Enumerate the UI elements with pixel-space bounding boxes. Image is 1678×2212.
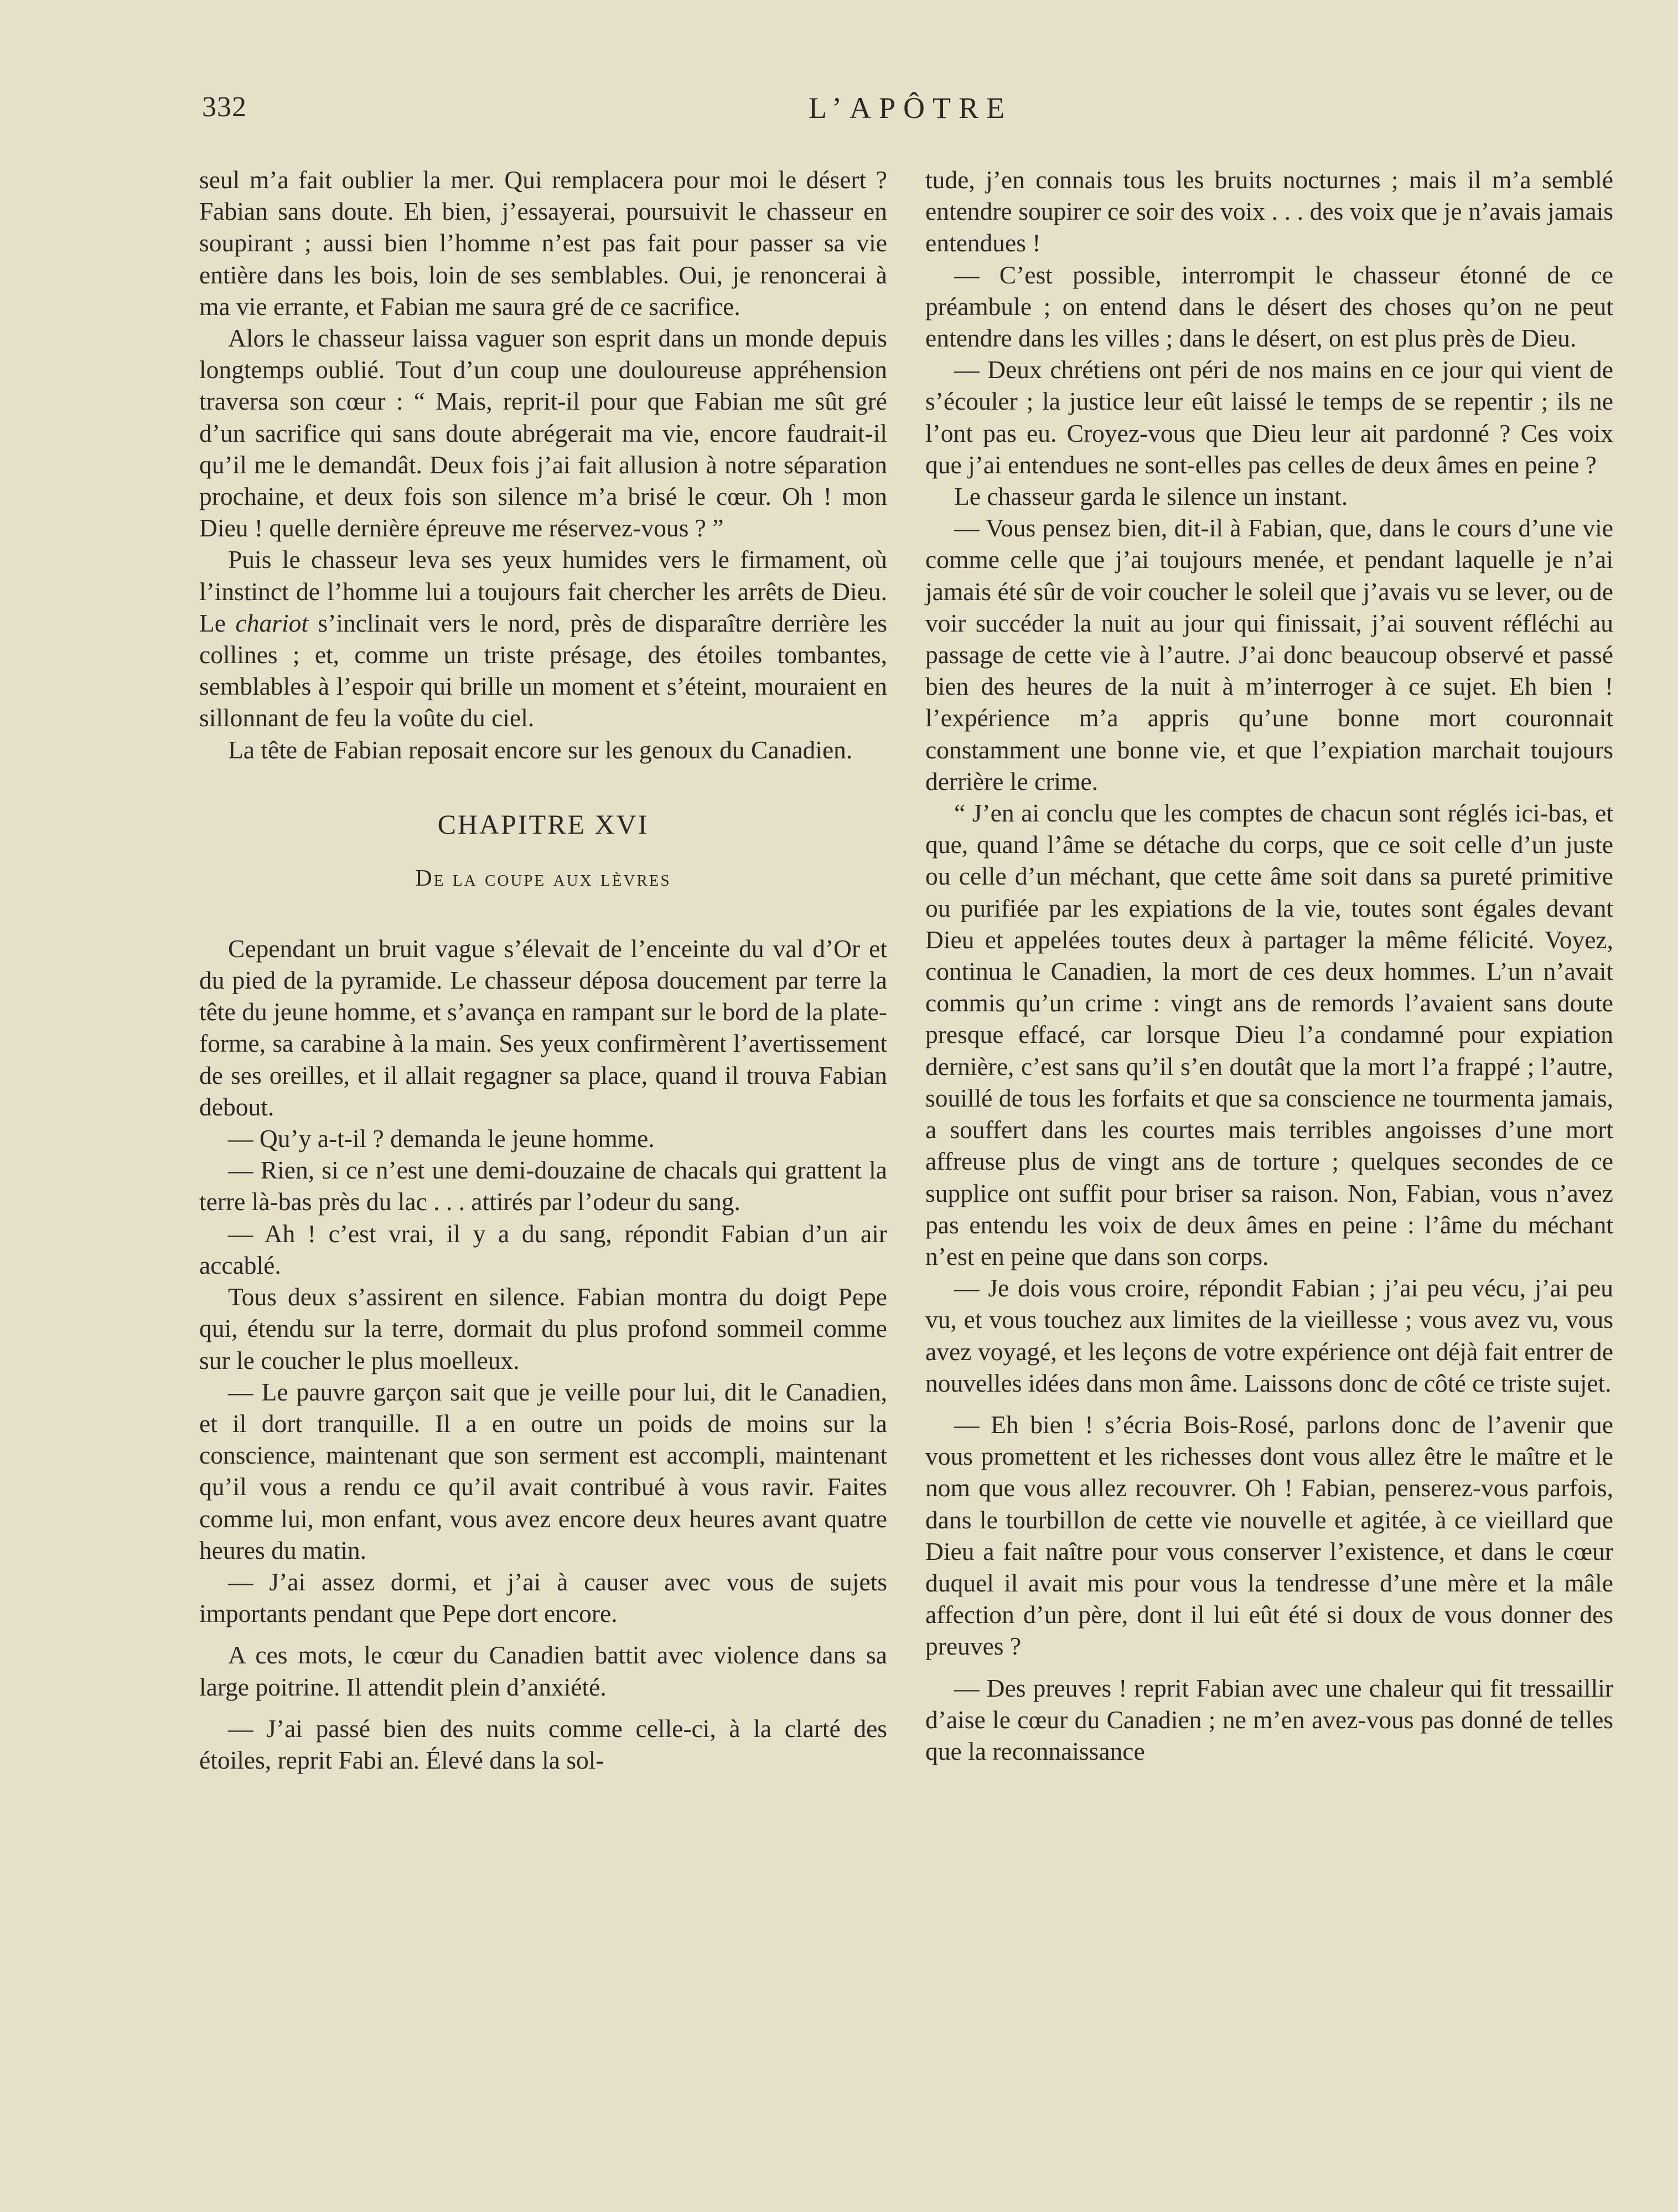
text-run: s’inclinait vers le nord, près de disparaître derrière les collines ; et, comme un triste présage, des étoiles tombantes, semblables à l’espoir qui brille un moment et s’éteint, mouraient en sillonnant de feu la voûte du ciel. [199, 608, 887, 732]
italic-word: chariot [235, 608, 308, 637]
paragraph: Cependant un bruit vague s’élevait de l’enceinte du val d’Or et du pied de la pyramide. Le chasseur déposa doucement par terre la tête du jeune homme, et s’avança en rampant sur le bord de la plate-forme, sa carabine à la main. Ses yeux confirmèrent l’avertissement de ses oreilles, et il allait regagner sa place, quand il trouva Fabian debout. [199, 934, 887, 1121]
page-number: 332 [202, 91, 247, 123]
right-column [925, 164, 1613, 1767]
paragraph: La tête de Fabian reposait encore sur les genoux du Canadien. [228, 735, 853, 764]
paragraph: A ces mots, le cœur du Canadien battit avec violence dans sa large poitrine. Il attendit plein d’anxiété. [199, 1641, 887, 1701]
paragraph: seul m’a fait oublier la mer. Qui remplacera pour moi le désert ? Fabian sans doute. Eh bien, j’essayerai, poursuivit le chasseur en soupirant ; aussi bien l’homme n’est pas fait pour passer sa vie entière dans les bois, loin de ses semblables. Oui, je renoncerai à ma vie errante, et Fabian me saura gré de ce sacrifice. [199, 166, 887, 321]
paragraph: — Eh bien ! s’écria Bois-Rosé, parlons donc de l’avenir que vous promettent et les richesses dont vous allez être le maître et le nom que vous allez recouvrer. Oh ! Fabian, penserez-vous parfois, dans le tourbillon de cette vie nouvelle et agitée, à ce vieillard que Dieu a fait naître pour vous conserver l’existence, et dans le cœur duquel il avait mis pour vous la tendresse d’une mère et la mâle affection d’un père, dont il lui eût été si doux de vous donner des preuves ? [925, 1410, 1613, 1661]
paragraph: — J’ai passé bien des nuits comme celle-ci, à la clarté des étoiles, reprit Fabi an. Élevé dans la sol- [199, 1714, 887, 1774]
paragraph: — Deux chrétiens ont péri de nos mains en ce jour qui vient de s’écouler ; la justice leur eût laissé le temps de se repentir ; ils ne l’ont pas eu. Croyez-vous que Dieu leur ait pardonné ? Ces voix que j’ai entendues ne sont-elles pas celles de deux âmes en peine ? [925, 355, 1613, 479]
chapter-subtitle: De la coupe aux lèvres [415, 865, 671, 891]
paragraph: — Ah ! c’est vrai, il y a du sang, répondit Fabian d’un air accablé. [199, 1219, 887, 1279]
paragraph: — C’est possible, interrompit le chasseur étonné de ce préambule ; on entend dans le désert des choses qu’on ne peut entendre dans les villes ; dans le désert, on est plus près de Dieu. [925, 260, 1613, 353]
paragraph: Alors le chasseur laissa vaguer son esprit dans un monde depuis longtemps oublié. Tout d’un coup une douloureuse appréhension traversa son cœur : “ Mais, reprit-il pour que Fabian me sût gré d’un sacrifice qui sans doute abrégerait ma vie, encore faudrait-il qu’il me le demandât. Deux fois j’ai fait allusion à notre séparation prochaine, et deux fois son silence m’a brisé le cœur. Oh ! mon Dieu ! quelle dernière épreuve me réservez-vous ? ” [199, 324, 887, 542]
paragraph: — Qu’y a-t-il ? demanda le jeune homme. [228, 1124, 655, 1153]
paragraph: — Je dois vous croire, répondit Fabian ; j’ai peu vécu, j’ai peu vu, et vous touchez aux limites de la vieillesse ; vous avez vu, vous avez voyagé, et les leçons de votre expérience ont déjà fait entrer de nouvelles idées dans mon âme. Laissons donc de côté ce triste sujet. [925, 1274, 1613, 1397]
running-title: L’APÔTRE [808, 91, 1013, 125]
paragraph: — J’ai assez dormi, et j’ai à causer avec vous de sujets importants pendant que Pepe dort encore. [199, 1567, 887, 1628]
paragraph: Le chasseur garda le silence un instant. [954, 482, 1348, 511]
paragraph: — Le pauvre garçon sait que je veille pour lui, dit le Canadien, et il dort tranquille. Il a en outre un poids de moins sur la conscience, maintenant que son serment est accompli, maintenant qu’il vous a rendu ce qu’il avait contribué à vous ravir. Faites comme lui, mon enfant, vous avez encore deux heures avant quatre heures du matin. [199, 1377, 887, 1564]
left-column [199, 164, 887, 1776]
paragraph [199, 544, 887, 733]
paragraph: — Vous pensez bien, dit-il à Fabian, que, dans le cours d’une vie comme celle que j’ai toujours menée, et pendant laquelle je n’ai jamais été sûr de voir coucher le soleil que j’avais vu se lever, ou de voir succéder la nuit au jour qui finissait, j’ai souvent réfléchi au passage de cette vie à l’autre. J’ai donc beaucoup observé et passé bien des heures de la nuit à m’interroger à ce sujet. Eh bien ! l’expérience m’a appris qu’une bonne mort couronnait constamment une bonne vie, et que l’expiation marchait toujours derrière le crime. [925, 514, 1613, 795]
paragraph: — Rien, si ce n’est une demi-douzaine de chacals qui grattent la terre là-bas près du lac . . . attirés par l’odeur du sang. [199, 1156, 887, 1216]
paragraph: “ J’en ai conclu que les comptes de chacun sont réglés ici-bas, et que, quand l’âme se détache du corps, que ce soit celle d’un juste ou celle d’un méchant, que cette âme soit dans sa pureté primitive ou purifiée par les expiations de la vie, toutes sont égales devant Dieu et appelées toutes deux à partager la même félicité. Voyez, continua le Canadien, la mort de ces deux hommes. L’un n’avait commis qu’un crime : vingt ans de remords l’avaient sans doute presque effacé, car lorsque Dieu l’a condamné pour expiation dernière, c’est sans qu’il s’en doutât que la mort l’a frappé ; l’autre, souillé de tous les forfaits et que sa conscience ne tourmenta jamais, a souffert dans les courtes mais terribles angoisses d’une mort affreuse plus de vingt ans de torture ; quelques secondes de ce supplice ont suffit pour briser sa raison. Non, Fabian, vous n’avez pas entendu les voix de deux âmes en peine : l’âme du méchant n’est en peine que dans son corps. [925, 799, 1613, 1270]
paragraph: — Des preuves ! reprit Fabian avec une chaleur qui fit tressaillir d’aise le cœur du Canadien ; ne m’en avez-vous pas donné de telles que la reconnaissance [925, 1673, 1613, 1765]
chapter-title: CHAPITRE XVI [437, 808, 649, 840]
page-header [202, 91, 1619, 135]
paragraph: Tous deux s’assirent en silence. Fabian montra du doigt Pepe qui, étendu sur la terre, dormait du plus profond sommeil comme sur le coucher le plus moelleux. [199, 1283, 887, 1374]
paragraph: tude, j’en connais tous les bruits nocturnes ; mais il m’a semblé entendre soupirer ce soir des voix . . . des voix que je n’avais jamais entendues ! [925, 166, 1613, 257]
text-run: Puis le chasseur leva ses yeux humides vers le firmament, où l’instinct de l’homme lui a toujours fait chercher les arrêts de Dieu. Le [199, 545, 887, 637]
